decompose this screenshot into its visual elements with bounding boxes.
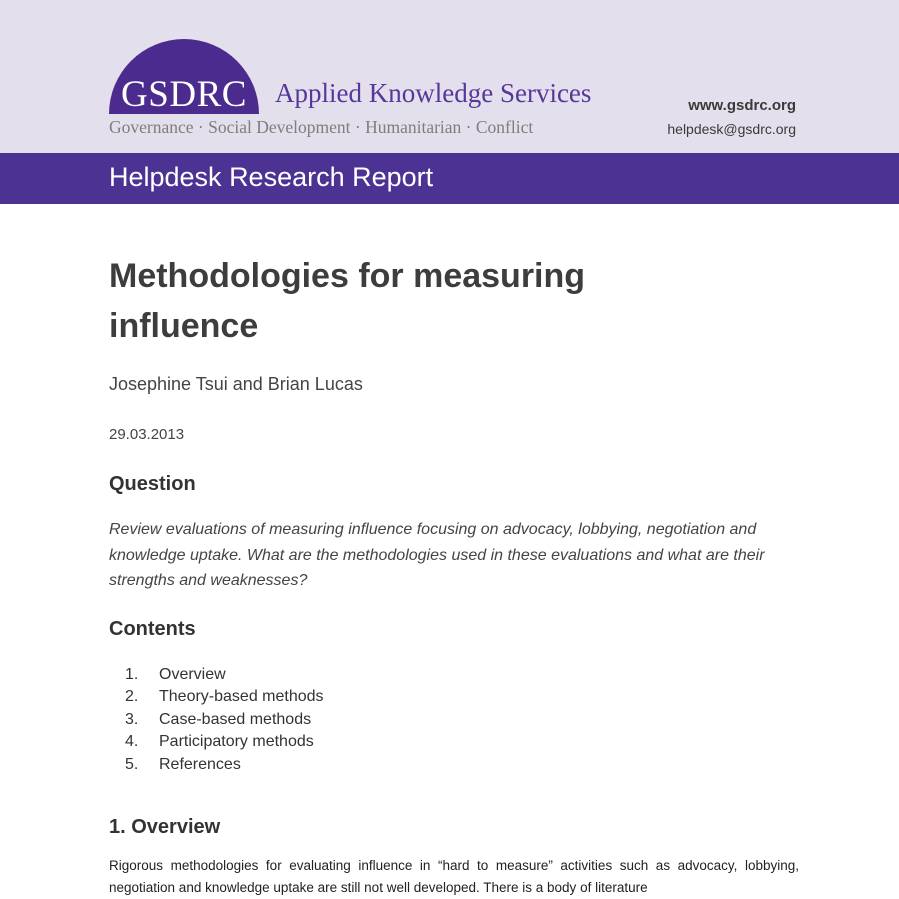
overview-paragraph: Rigorous methodologies for evaluating influence in “hard to measure” activities such as advocacy, lobbying, negotiation and knowledge uptake are still not well developed. There is a body of literature bbox=[109, 858, 799, 895]
contents-item-case-based-methods[interactable] bbox=[109, 709, 324, 731]
authors: Josephine Tsui and Brian Lucas bbox=[109, 374, 363, 394]
report-type: Helpdesk Research Report bbox=[109, 162, 434, 192]
org-title: Applied Knowledge Services bbox=[275, 78, 592, 108]
contents-label: Case-based methods bbox=[159, 710, 312, 728]
contents-label: Overview bbox=[159, 666, 226, 683]
contents-number: 5. bbox=[125, 755, 139, 773]
contents-number: 4. bbox=[125, 733, 139, 751]
document-title: Methodologies for measuring influence bbox=[109, 257, 586, 345]
contents-item-theory-based-methods[interactable] bbox=[109, 686, 324, 708]
question-text: Review evaluations of measuring influence focusing on advocacy, lobbying, negotiation and knowledge uptake. What are the methodologies used in these evaluations and what are their strengths and weaknesses? bbox=[109, 521, 765, 589]
contents-list bbox=[109, 664, 324, 776]
contents-label: Participatory methods bbox=[159, 733, 314, 751]
contents-number: 3. bbox=[125, 710, 139, 728]
logo-text: GSDRC bbox=[121, 74, 247, 114]
org-tagline: Governance · Social Development · Humanitarian · Conflict bbox=[109, 117, 534, 137]
contents-label: Theory-based methods bbox=[159, 688, 324, 706]
contents-item-participatory-methods[interactable] bbox=[109, 731, 324, 753]
overview-heading: 1. Overview bbox=[109, 816, 221, 838]
website-link[interactable]: www.gsdrc.org bbox=[688, 97, 796, 114]
contents-heading: Contents bbox=[109, 618, 196, 640]
contents-item-overview[interactable] bbox=[109, 664, 324, 686]
contents-number: 2. bbox=[125, 688, 139, 706]
question-heading: Question bbox=[109, 473, 196, 495]
email-link[interactable]: helpdesk@gsdrc.org bbox=[667, 121, 796, 137]
contents-item-references[interactable] bbox=[109, 754, 324, 776]
contents-number: 1. bbox=[125, 666, 139, 683]
document-date: 29.03.2013 bbox=[109, 426, 185, 443]
contents-label: References bbox=[159, 755, 241, 773]
